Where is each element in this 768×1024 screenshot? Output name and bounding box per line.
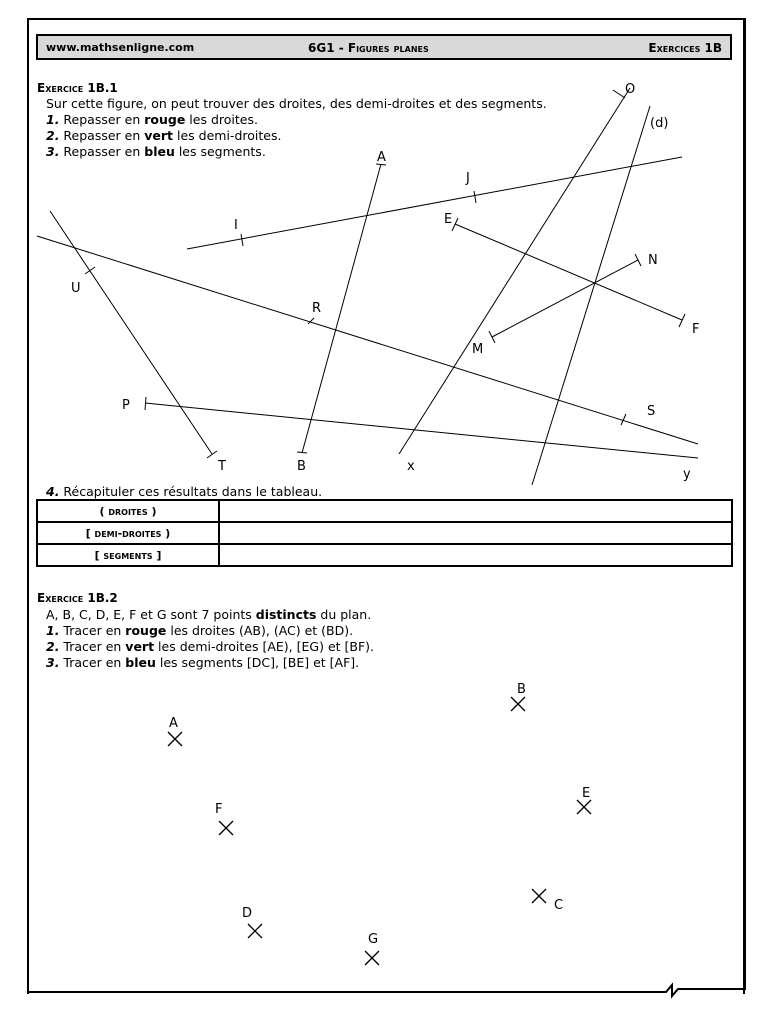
label-j: J	[466, 171, 470, 186]
q2-text-post: les demi-droites.	[173, 128, 282, 143]
header-site: www.mathsenligne.com	[46, 41, 195, 54]
row-header-segments: [ segments ]	[37, 544, 219, 566]
q2-text-pre: Tracer en	[59, 639, 126, 654]
q1-text-post: les droites (AB), (AC) et (BD).	[166, 623, 354, 638]
exercise-1-title: Exercice 1B.1	[37, 81, 118, 95]
q3-text-pre: Repasser en	[59, 144, 145, 159]
label-f: F	[692, 322, 700, 337]
q2-color: vert	[125, 639, 155, 654]
q2-text-post: les demi-droites [AE), [EG) et [BF).	[154, 639, 374, 654]
label-x: x	[407, 459, 415, 474]
q2-text-pre: Repasser en	[59, 128, 145, 143]
q1-text-pre: Tracer en	[59, 623, 126, 638]
q3-text-post: les segments.	[174, 144, 266, 159]
header-title: 6G1 - Figures planes	[308, 41, 429, 55]
row-header-droites: ( droites )	[37, 500, 219, 522]
q3-text-post: les segments [DC], [BE] et [AF].	[155, 655, 360, 670]
q1-text-post: les droites.	[185, 112, 258, 127]
exercise-1-intro: Sur cette figure, on peut trouver des droites, des demi-droites et des segments.	[46, 96, 547, 111]
label-n: N	[648, 253, 658, 268]
q2-color: vert	[144, 128, 174, 143]
point-b-cross	[511, 697, 525, 711]
intro-bold: distincts	[255, 607, 317, 622]
label-b: B	[297, 459, 306, 474]
header-exercises: Exercices 1B	[648, 41, 722, 55]
point-a-label: A	[169, 716, 178, 731]
q2-number: 2.	[46, 639, 60, 654]
label-y: y	[683, 467, 691, 482]
point-f-label: F	[215, 802, 223, 817]
label-u: U	[71, 281, 81, 296]
q3-color: bleu	[144, 144, 175, 159]
label-m: M	[472, 342, 484, 357]
q4-number: 4.	[46, 484, 60, 499]
q1-number: 1.	[46, 623, 60, 638]
q3-number: 3.	[46, 655, 60, 670]
q1-text-pre: Repasser en	[59, 112, 145, 127]
point-c-cross	[532, 889, 546, 903]
label-r: R	[312, 301, 322, 316]
point-d-label: D	[242, 906, 253, 921]
point-c-label: C	[554, 898, 564, 913]
label-a: A	[377, 150, 386, 165]
intro-pre: A, B, C, D, E, F et G sont 7 points	[46, 607, 256, 622]
q1-color: rouge	[144, 112, 186, 127]
exercise-2-title: Exercice 1B.2	[37, 591, 118, 605]
row-header-demi-droites: [ demi-droites )	[37, 522, 219, 544]
q3-text-pre: Tracer en	[59, 655, 126, 670]
q3-number: 3.	[46, 144, 60, 159]
point-f-cross	[219, 821, 233, 835]
label-i: I	[234, 218, 238, 233]
label-p: P	[122, 398, 130, 413]
point-g-label: G	[368, 932, 379, 947]
point-g-cross	[365, 951, 379, 965]
point-e-label: E	[582, 786, 591, 801]
point-b-label: B	[517, 682, 526, 697]
label-s: S	[647, 404, 656, 419]
q4-text: Récapituler ces résultats dans le tableau.	[59, 484, 323, 499]
point-e-cross	[577, 800, 591, 814]
label-t: T	[218, 459, 226, 474]
label-e: E	[444, 212, 453, 227]
q1-color: rouge	[125, 623, 167, 638]
label-d: (d)	[650, 116, 669, 131]
point-d-cross	[248, 924, 262, 938]
label-o: O	[625, 82, 636, 97]
q2-number: 2.	[46, 128, 60, 143]
point-a-cross	[168, 732, 182, 746]
q3-color: bleu	[125, 655, 156, 670]
q1-number: 1.	[46, 112, 60, 127]
intro-post: du plan.	[316, 607, 372, 622]
